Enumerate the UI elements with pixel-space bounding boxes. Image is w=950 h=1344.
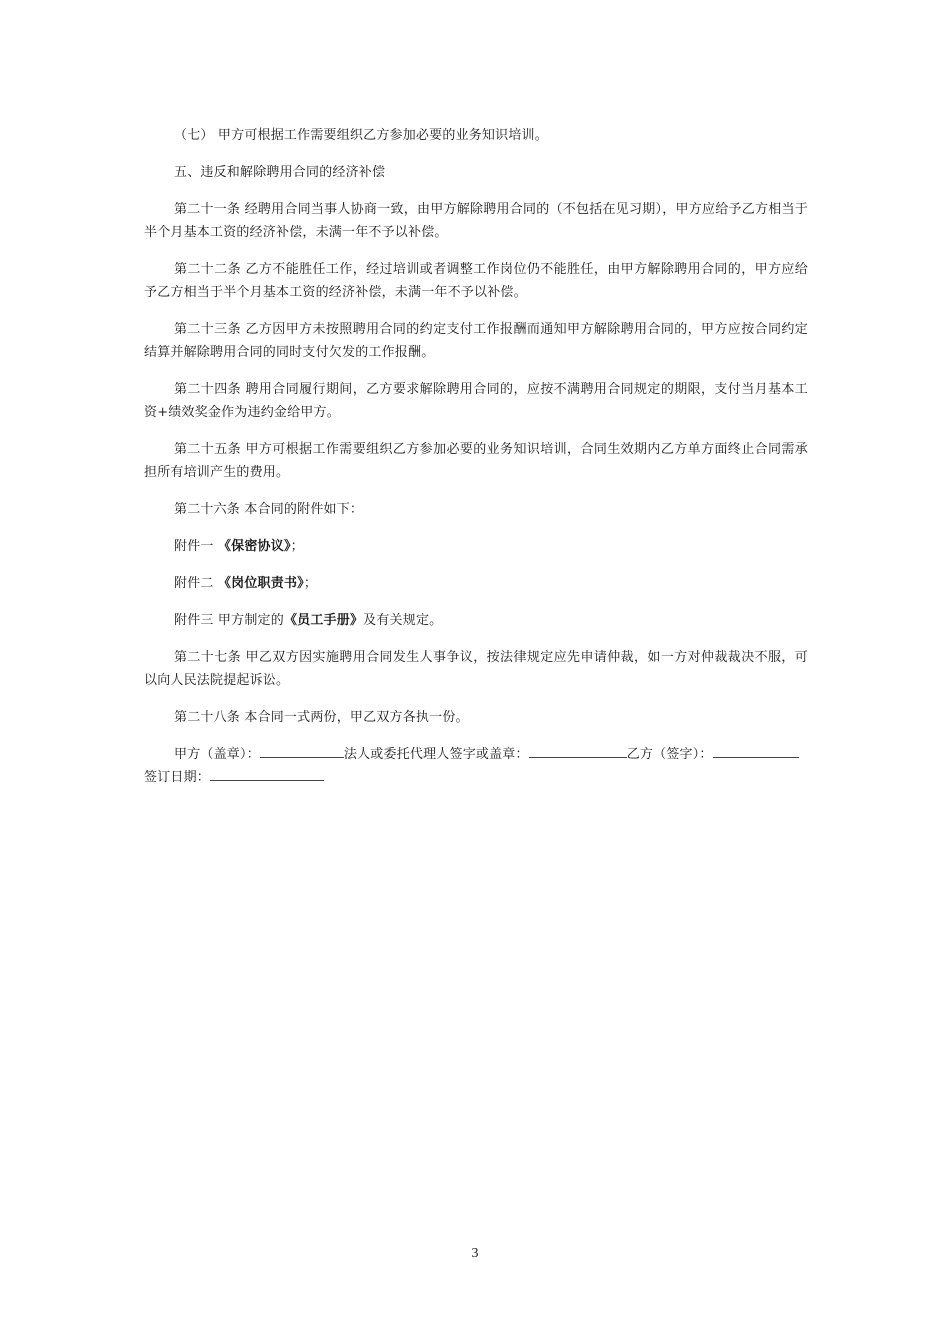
attachment-three-title: 《员工手册》 xyxy=(283,613,364,628)
party-b-sign-blank[interactable] xyxy=(713,743,799,758)
document-page xyxy=(144,124,808,789)
article-23: 第二十三条 乙方因甲方未按照聘用合同的约定支付工作报酬而通知甲方解除聘用合同的，甲方应按合同约定结算并解除聘用合同的同时支付欠发的工作报酬。 xyxy=(144,322,808,360)
attachment-three-suffix: 及有关规定。 xyxy=(363,613,443,628)
legal-rep-blank[interactable] xyxy=(529,743,627,758)
attachment-three xyxy=(144,609,808,632)
article-24: 第二十四条 聘用合同履行期间，乙方要求解除聘用合同的，应按不满聘用合同规定的期限，支付当月基本工资+绩效奖金作为违约金给甲方。 xyxy=(144,382,808,420)
article-26: 第二十六条 本合同的附件如下： xyxy=(174,502,364,517)
clause-seven: （七） 甲方可根据工作需要组织乙方参加必要的业务知识培训。 xyxy=(174,128,548,143)
attachment-three-prefix: 附件三 甲方制定的 xyxy=(174,613,284,628)
legal-rep-label: 法人或委托代理人签字或盖章： xyxy=(343,747,529,762)
article-21: 第二十一条 经聘用合同当事人协商一致，由甲方解除聘用合同的（不包括在见习期），甲方应给予乙方相当于半个月基本工资的经济补偿，未满一年不予以补偿。 xyxy=(144,202,808,240)
attachment-one-title: 《保密协议》 xyxy=(217,539,291,554)
attachment-one-suffix: ； xyxy=(290,539,304,554)
attachment-two-title: 《岗位职责书》 xyxy=(217,576,304,591)
attachment-two xyxy=(144,572,808,595)
party-a-seal-blank[interactable] xyxy=(260,743,344,758)
article-25: 第二十五条 甲方可根据工作需要组织乙方参加必要的业务知识培训，合同生效期内乙方单方面终止合同需承担所有培训产生的费用。 xyxy=(144,442,808,480)
sign-date-blank[interactable] xyxy=(210,766,324,781)
party-a-seal-label: 甲方（盖章）： xyxy=(174,747,260,762)
attachment-two-prefix: 附件二 xyxy=(174,576,218,591)
attachment-one xyxy=(144,535,808,558)
signature-line xyxy=(144,743,808,766)
article-28: 第二十八条 本合同一式两份，甲乙双方各执一份。 xyxy=(174,710,469,725)
signature-block xyxy=(144,743,808,789)
sign-date-label: 签订日期： xyxy=(144,770,211,785)
attachment-two-suffix: ； xyxy=(303,576,318,591)
sign-date-line xyxy=(144,766,808,789)
section-heading-five: 五、违反和解除聘用合同的经济补偿 xyxy=(174,165,386,180)
article-27: 第二十七条 甲乙双方因实施聘用合同发生人事争议，按法律规定应先申请仲裁，如一方对仲裁裁决不服，可以向人民法院提起诉讼。 xyxy=(144,650,808,688)
page-number: 3 xyxy=(471,1246,479,1261)
party-b-sign-label: 乙方（签字）： xyxy=(626,747,713,762)
article-22: 第二十二条 乙方不能胜任工作，经过培训或者调整工作岗位仍不能胜任，由甲方解除聘用合同的，甲方应给予乙方相当于半个月基本工资的经济补偿，未满一年不予以补偿。 xyxy=(144,262,808,300)
attachment-one-prefix: 附件一 xyxy=(174,539,218,554)
